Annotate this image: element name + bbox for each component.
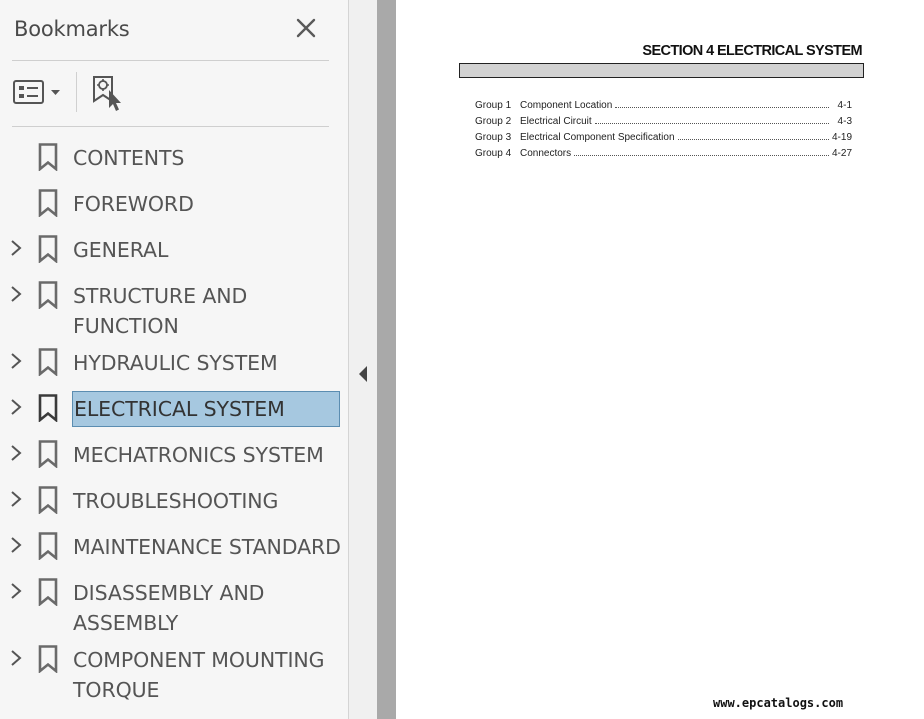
toc-title: Connectors — [520, 148, 572, 159]
bookmark-icon — [38, 532, 58, 560]
bookmark-options-button[interactable] — [12, 77, 64, 109]
toc-row-4[interactable] — [475, 147, 858, 161]
bookmark-icon — [38, 189, 58, 217]
bookmark-icon — [38, 578, 58, 606]
collapse-panel-icon — [357, 365, 369, 383]
chevron-right-icon[interactable] — [9, 649, 23, 667]
toc-group: Group 4 — [475, 148, 512, 159]
toc-title: Electrical Circuit — [520, 116, 592, 127]
panel-divider-top — [12, 60, 329, 61]
bookmark-icon — [38, 348, 58, 376]
chevron-right-icon[interactable] — [9, 285, 23, 303]
toc-page: 4-3 — [837, 116, 852, 127]
bookmark-label: FOREWORD — [73, 192, 194, 216]
toolbar-separator — [76, 72, 77, 112]
toc-group: Group 3 — [475, 132, 512, 143]
panel-divider-bottom — [12, 126, 329, 127]
toc-row-2[interactable] — [475, 115, 858, 129]
chevron-right-icon[interactable] — [9, 536, 23, 554]
chevron-right-icon[interactable] — [9, 398, 23, 416]
bookmark-icon — [38, 486, 58, 514]
toc-page: 4-1 — [837, 100, 852, 111]
bookmark-label: HYDRAULIC SYSTEM — [73, 351, 278, 375]
toc-title: Electrical Component Specification — [520, 132, 675, 143]
toc-leader — [595, 123, 829, 124]
toc-leader — [574, 155, 829, 156]
close-button[interactable] — [294, 16, 318, 40]
bookmark-icon — [38, 394, 58, 422]
bookmark-label: MECHATRONICS SYSTEM — [73, 443, 324, 467]
bookmark-label: ELECTRICAL SYSTEM — [72, 391, 340, 427]
chevron-right-icon[interactable] — [9, 352, 23, 370]
chevron-right-icon[interactable] — [9, 444, 23, 462]
bookmark-label: MAINTENANCE STANDARD — [73, 535, 341, 559]
bookmarks-panel — [0, 0, 349, 719]
bookmark-icon — [38, 143, 58, 171]
bookmark-icon — [38, 440, 58, 468]
chevron-right-icon[interactable] — [9, 582, 23, 600]
bookmark-label: DISASSEMBLY AND ASSEMBLY — [73, 581, 265, 635]
document-page — [396, 0, 924, 719]
toc-row-3[interactable] — [475, 131, 858, 145]
toc-group: Group 1 — [475, 100, 512, 111]
bookmark-label: TROUBLESHOOTING — [73, 489, 279, 513]
toc-leader — [615, 107, 829, 108]
section-title-bar — [459, 63, 864, 78]
bookmark-label: CONTENTS — [73, 146, 185, 170]
section-title: SECTION 4 ELECTRICAL SYSTEM — [642, 43, 862, 59]
document-gutter — [377, 0, 396, 719]
panel-title: Bookmarks — [14, 17, 130, 41]
bookmark-options-icon — [12, 77, 64, 109]
toc-leader — [678, 139, 829, 140]
watermark-text: www.epcatalogs.com — [713, 696, 844, 710]
toc-row-1[interactable] — [475, 99, 858, 113]
bookmark-label: COMPONENT MOUNTING TORQUE — [73, 648, 325, 702]
chevron-right-icon[interactable] — [9, 239, 23, 257]
bookmark-label: GENERAL — [73, 238, 169, 262]
bookmark-icon — [38, 235, 58, 263]
find-bookmark-icon — [90, 74, 126, 112]
panel-splitter[interactable] — [349, 0, 377, 719]
chevron-right-icon[interactable] — [9, 490, 23, 508]
bookmark-icon — [38, 281, 58, 309]
toc-page: 4-19 — [832, 132, 853, 143]
toc-page: 4-27 — [832, 148, 853, 159]
close-icon — [294, 16, 318, 40]
find-current-bookmark-button[interactable] — [90, 74, 126, 112]
bookmark-label: STRUCTURE AND FUNCTION — [73, 284, 248, 338]
bookmark-icon — [38, 645, 58, 673]
collapse-panel-button[interactable] — [357, 365, 369, 383]
toc-group: Group 2 — [475, 116, 512, 127]
toc-title: Component Location — [520, 100, 613, 111]
